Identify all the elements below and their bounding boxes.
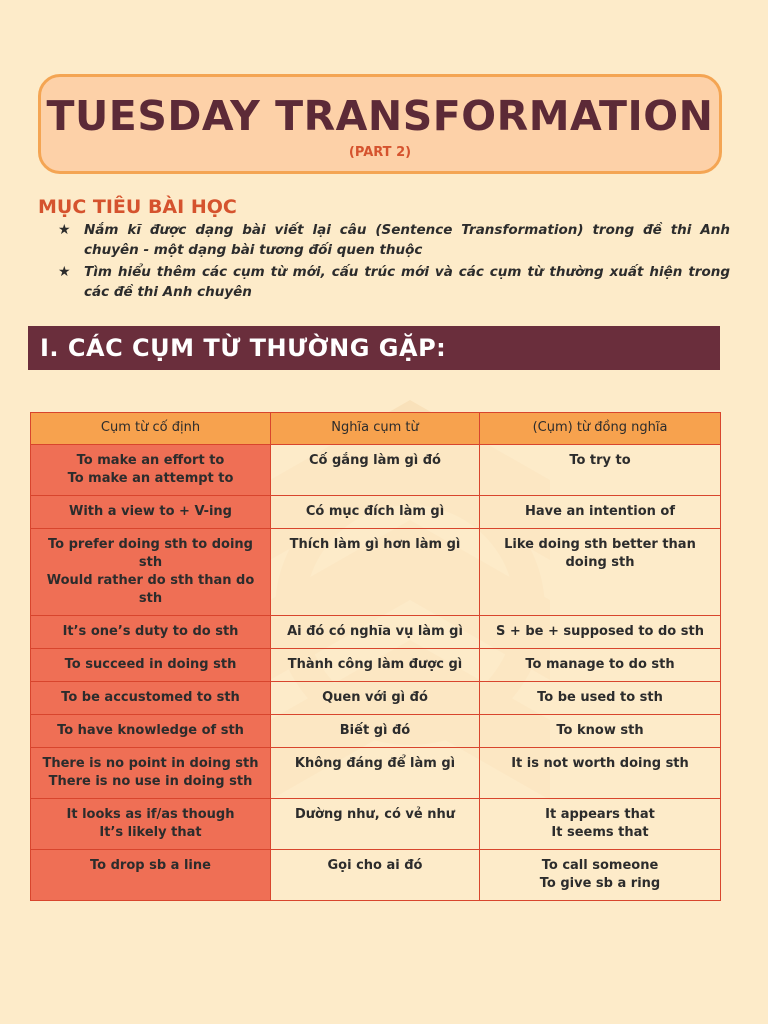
phrase-cell-line: To make an effort to — [76, 453, 225, 468]
synonym-cell-line: S + be + supposed to do sth — [496, 624, 704, 639]
synonym-cell — [480, 748, 721, 799]
synonym-cell — [480, 682, 721, 715]
synonym-cell-line: It seems that — [551, 825, 649, 840]
meaning-cell-line: Có mục đích làm gì — [305, 504, 445, 519]
phrase-cell-line: It’s likely that — [99, 825, 202, 840]
meaning-cell-line: Thích làm gì hơn làm gì — [289, 537, 461, 552]
phrase-cell-line: There is no use in doing sth — [48, 774, 253, 789]
phrase-cell-line: To drop sb a line — [90, 858, 211, 873]
table-row — [31, 748, 721, 799]
page-subtitle: (PART 2) — [348, 145, 412, 160]
meaning-cell — [271, 715, 480, 748]
synonym-cell — [480, 496, 721, 529]
phrase-cell-line: Would rather do sth than do sth — [46, 573, 255, 606]
phrase-cell-line: With a view to + V-ing — [69, 504, 232, 519]
table-row — [31, 649, 721, 682]
table-row — [31, 529, 721, 616]
meaning-cell — [271, 445, 480, 496]
phrase-cell-line: To have knowledge of sth — [57, 723, 244, 738]
objective-item — [58, 262, 730, 302]
star-icon: ★ — [58, 264, 71, 280]
phrase-cell-line: To succeed in doing sth — [64, 657, 237, 672]
phrase-cell — [31, 445, 271, 496]
table-row — [31, 682, 721, 715]
meaning-cell-line: Thành công làm được gì — [287, 657, 463, 672]
table-row — [31, 799, 721, 850]
synonym-cell — [480, 616, 721, 649]
header-synonym: (Cụm) từ đồng nghĩa — [480, 413, 721, 445]
synonym-cell-line: To call someone — [541, 858, 659, 873]
table-body — [31, 445, 721, 901]
meaning-cell-line: Cố gắng làm gì đó — [309, 453, 441, 468]
header-phrase: Cụm từ cố định — [31, 413, 271, 445]
synonym-cell-line: To know sth — [556, 723, 644, 738]
table-row — [31, 850, 721, 901]
synonym-cell — [480, 715, 721, 748]
meaning-cell — [271, 682, 480, 715]
synonym-cell-line: To give sb a ring — [539, 876, 661, 891]
synonym-cell-line: It appears that — [545, 807, 655, 822]
objective-text: Nắm kĩ được dạng bài viết lại câu (Sentence Transformation) trong đề thi Anh chuyên - một dạng bài tương đối quen thuộc — [84, 222, 730, 258]
synonym-cell-line: Have an intention of — [525, 504, 675, 519]
phrase-cell — [31, 715, 271, 748]
meaning-cell — [271, 616, 480, 649]
phrase-cell-line: To make an attempt to — [67, 471, 234, 486]
meaning-cell-line: Ai đó có nghĩa vụ làm gì — [287, 624, 463, 639]
table-row — [31, 445, 721, 496]
table-row — [31, 715, 721, 748]
phrase-cell-line: To be accustomed to sth — [61, 690, 240, 705]
meaning-cell-line: Biết gì đó — [339, 723, 411, 738]
phrase-cell — [31, 529, 271, 616]
phrase-cell-line: It looks as if/as though — [66, 807, 235, 822]
meaning-cell — [271, 529, 480, 616]
synonym-cell-line: To try to — [569, 453, 631, 468]
meaning-cell — [271, 799, 480, 850]
synonym-cell-line: To manage to do sth — [525, 657, 675, 672]
synonym-cell — [480, 529, 721, 616]
phrase-cell — [31, 850, 271, 901]
objectives-list — [58, 220, 730, 304]
header-meaning: Nghĩa cụm từ — [271, 413, 480, 445]
phrase-cell — [31, 748, 271, 799]
meaning-cell — [271, 850, 480, 901]
meaning-cell-line: Không đáng để làm gì — [294, 756, 456, 771]
objectives-heading: MỤC TIÊU BÀI HỌC — [38, 196, 237, 218]
section-title: I. CÁC CỤM TỪ THƯỜNG GẶP: — [40, 334, 447, 362]
synonym-cell-line: To be used to sth — [537, 690, 663, 705]
synonym-cell-line: Like doing sth better than doing sth — [504, 537, 696, 570]
table-row — [31, 616, 721, 649]
meaning-cell — [271, 496, 480, 529]
phrase-cell-line: To prefer doing sth to doing sth — [48, 537, 253, 570]
table-header-row — [31, 413, 721, 445]
phrase-cell-line: There is no point in doing sth — [42, 756, 259, 771]
phrase-cell-line: It’s one’s duty to do sth — [62, 624, 239, 639]
objective-item — [58, 220, 730, 260]
meaning-cell — [271, 748, 480, 799]
synonym-cell — [480, 799, 721, 850]
meaning-cell-line: Quen với gì đó — [322, 690, 428, 705]
phrase-cell — [31, 682, 271, 715]
meaning-cell-line: Gọi cho ai đó — [327, 858, 423, 873]
phrase-cell — [31, 649, 271, 682]
meaning-cell — [271, 649, 480, 682]
star-icon: ★ — [58, 222, 71, 238]
objective-text: Tìm hiểu thêm các cụm từ mới, cấu trúc mới và các cụm từ thường xuất hiện trong các đề thi Anh chuyên — [84, 264, 730, 300]
title-box — [38, 74, 722, 174]
phrase-cell — [31, 799, 271, 850]
meaning-cell-line: Dường như, có vẻ như — [294, 807, 456, 822]
section-header-bar — [28, 326, 720, 370]
synonym-cell — [480, 850, 721, 901]
phrases-table — [30, 412, 721, 901]
table-row — [31, 496, 721, 529]
synonym-cell — [480, 649, 721, 682]
synonym-cell-line: It is not worth doing sth — [511, 756, 689, 771]
synonym-cell — [480, 445, 721, 496]
phrase-cell — [31, 616, 271, 649]
phrase-cell — [31, 496, 271, 529]
page-title: TUESDAY TRANSFORMATION — [46, 92, 714, 140]
